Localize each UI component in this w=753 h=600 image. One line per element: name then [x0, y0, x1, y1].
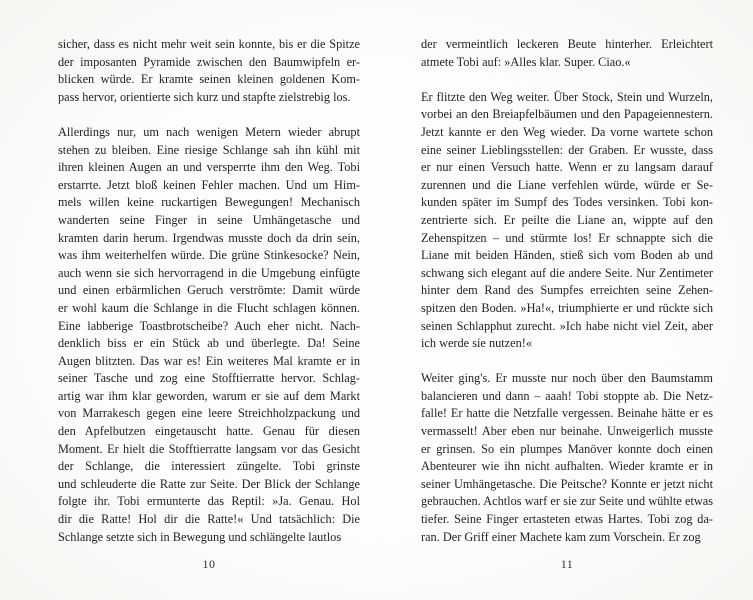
- text-line: vorbei an den Breiapfelbäumen und den Papageiennestern.: [421, 107, 713, 122]
- text-line: dir die Ratte! Hol dir die Ratte!« Und tatsächlich: Die: [58, 512, 360, 527]
- text-line: ihren kleinen Augen an und versperrte ihm den Weg. Tobi: [58, 160, 360, 175]
- page-left-text: [58, 36, 360, 546]
- text-line: seinen Schlapphut zurecht. »Ich habe nicht viel Zeit, aber: [421, 318, 713, 333]
- text-line: Schlange setzte sich in Bewegung und schlängelte lautlos: [58, 529, 342, 544]
- text-line: Er flitzte den Weg weiter. Über Stock, Stein und Wurzeln,: [421, 89, 713, 104]
- text-line: und einen erbärmlichen Geruch verströmte: Damit würde: [58, 283, 360, 298]
- text-line: ran. Der Griff einer Machete kam zum Vorschein. Er zog: [421, 529, 701, 544]
- text-line: pass hervor, orientierte sich kurz und stapfte zielstrebig los.: [58, 89, 351, 104]
- text-line: Allerdings nur, um nach wenigen Metern wieder abrupt: [58, 124, 360, 139]
- text-line: kunden später im Sumpf des Todes versinken. Tobi kon-: [421, 195, 713, 210]
- paragraph: [421, 370, 713, 546]
- text-line: tiefer. Seine Finger ertasteten etwas Hartes. Tobi zog da-: [421, 512, 713, 527]
- text-line: stehen zu bleiben. Eine riesige Schlange sah ihn kühl mit: [58, 142, 360, 157]
- page-right-number: 11: [560, 557, 574, 572]
- text-line: Jetzt kannte er den Weg wieder. Da vorne wartete schon: [421, 124, 713, 139]
- text-line: spitzen den Boden. »Ha!«, triumphierte er und rückte sich: [421, 300, 713, 315]
- text-line: mels willen keine ruckartigen Bewegungen! Mechanisch: [58, 195, 360, 210]
- text-line: den Apfelbutzen eingetauscht hatte. Genau für diesen: [58, 424, 360, 439]
- text-line: wanderten seine Finger in seine Umhängetasche und: [58, 212, 360, 227]
- text-line: der imposanten Pyramide zwischen den Baumwipfeln er-: [58, 54, 360, 69]
- text-line: er grinsen. So ein plumpes Manöver konnte doch einen: [421, 441, 713, 456]
- text-line: zurennen und die Liane verfehlen würde, würde er Se-: [421, 177, 713, 192]
- text-line: eine seiner Lieblingsstellen: der Graben. Er wusste, dass: [421, 142, 713, 157]
- text-line: kramten darin herum. Irgendwas musste doch da drin sein,: [58, 230, 360, 245]
- page-left: [58, 36, 360, 572]
- text-line: denklich biss er ein Stück ab und überlegte. Da! Seine: [58, 336, 360, 351]
- text-line: artig war ihm klar geworden, warum er sie auf dem Markt: [58, 388, 360, 403]
- text-line: seiner Tasche und zog eine Stofftierratte hervor. Schlag-: [58, 371, 360, 386]
- text-line: sicher, dass es nicht mehr weit sein konnte, bis er die Spitze: [58, 37, 360, 51]
- paragraph: [58, 124, 360, 546]
- text-line: balancieren und dann – aaah! Tobi stoppte ab. Die Netz-: [421, 388, 713, 403]
- page-right-text: [421, 36, 713, 546]
- text-line: zentrierte sich. Er peilte die Liane an, wippte auf den: [421, 212, 713, 227]
- text-line: und schleuderte die Ratte zur Seite. Der Blick der Schlange: [58, 476, 360, 491]
- text-line: falle! Er hatte die Netzfalle vergessen. Beinahe hätte er es: [421, 406, 713, 421]
- text-line: folgte ihr. Tobi ermunterte das Reptil: »Ja. Genau. Hol: [58, 494, 360, 509]
- text-line: gebrauchen. Achtlos warf er sie zur Seite und wühlte etwas: [421, 494, 713, 509]
- text-line: Liane mit beiden Händen, stieß sich vom Boden ab und: [421, 248, 713, 263]
- text-line: seiner Umhängetasche. Die Peitsche? Konnte er jetzt nicht: [421, 476, 713, 491]
- text-line: auch wenn sie sich hervorragend in die Umgebung einfügte: [58, 265, 360, 280]
- text-line: von Marrakesch gegen eine leere Streichholzpackung und: [58, 406, 360, 421]
- text-line: Weiter ging's. Er musste nur noch über den Baumstamm: [421, 371, 713, 386]
- text-line: schwang sich elegant auf die andere Seite. Nur Zentimeter: [421, 265, 713, 280]
- text-line: atmete Tobi auf: »Alles klar. Super. Ciao.«: [421, 54, 631, 69]
- text-line: Eine labberige Toastbrotscheibe? Auch eher nicht. Nach-: [58, 318, 360, 333]
- text-line: der Schlange, die interessiert züngelte. Tobi grinste: [58, 459, 360, 474]
- text-line: was ihm weiterhelfen würde. Die grüne Stinkesocke? Nein,: [58, 248, 360, 263]
- text-line: Abenteurer wie ihn nicht aufhalten. Wieder kramte er in: [421, 459, 713, 474]
- text-line: hinter dem Rand des Sumpfes erreichten seine Zehen-: [421, 283, 713, 298]
- paragraph: [421, 36, 713, 71]
- text-line: ich werde sie nutzen!«: [421, 336, 532, 351]
- text-line: Augen blitzten. Das war es! Ein weiteres Mal kramte er in: [58, 353, 360, 368]
- text-line: vermasselt! Aber eben nur beinahe. Unweigerlich musste: [421, 424, 713, 439]
- text-line: Zehenspitzen – und stürmte los! Er schnappte sich die: [421, 230, 713, 245]
- page-left-number: 10: [202, 557, 216, 572]
- text-line: er wohl kaum die Schlange in die Flucht schlagen können.: [58, 300, 360, 315]
- text-line: blicken würde. Er kramte seinen kleinen goldenen Kom-: [58, 72, 360, 87]
- text-line: Moment. Er hielt die Stofftierratte langsam vor das Gesicht: [58, 441, 360, 456]
- text-line: der vermeintlich leckeren Beute hinterher. Erleichtert: [421, 37, 713, 51]
- paragraph: [58, 36, 360, 106]
- page-right: [421, 36, 713, 572]
- paragraph: [421, 89, 713, 353]
- text-line: erstarrte. Jetzt bloß keinen Fehler machen. Und um Him-: [58, 177, 360, 192]
- text-line: er nur einen Versuch hatte. Wenn er zu langsam darauf: [421, 160, 713, 175]
